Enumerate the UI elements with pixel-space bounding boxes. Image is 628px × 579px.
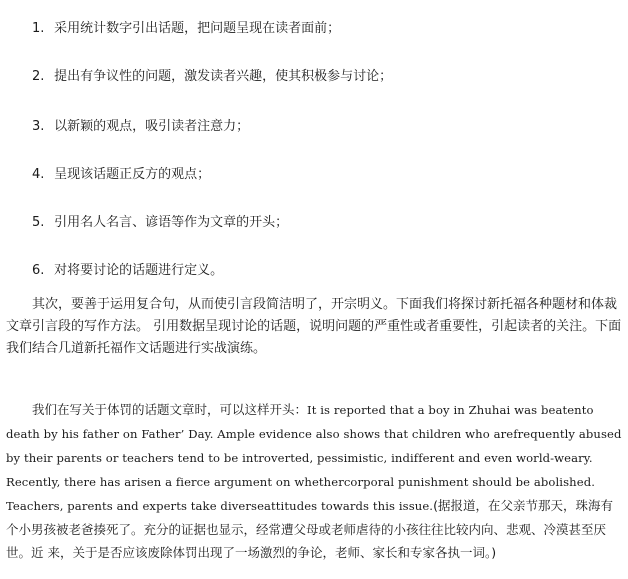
- example-paragraph: [6, 398, 624, 564]
- list-number: 4.: [32, 167, 45, 182]
- list-text: 对将要讨论的话题进行定义。: [54, 263, 224, 278]
- list-text: 引用名人名言、谚语等作为文章的开头；: [54, 215, 289, 230]
- list-number: 5.: [32, 215, 45, 230]
- example-english: It is reported that a boy in Zhuhai was beatento death by his father on Father’ Day. Ample evidence also shows that children who arefrequently abused by their parents or teachers tend to be introverted, pessimistic, indifferent and even world-weary. Recently, there has arisen a fierce argument on whethercorporal punishment should be abolished. Teachers, parents and experts take diverseattitudes towards this issue.: [6, 403, 622, 513]
- list-text: 提出有争议性的问题，激发读者兴趣，使其积极参与讨论；: [54, 69, 393, 84]
- list-item: [32, 214, 288, 232]
- example-lead: 我们在写关于体罚的话题文章时，可以这样开头：: [32, 402, 308, 417]
- list-number: 2.: [32, 69, 45, 84]
- list-number: 6.: [32, 263, 45, 278]
- list-number: 3.: [32, 119, 45, 134]
- list-text: 采用统计数字引出话题，把问题呈现在读者面前；: [54, 21, 341, 36]
- list-item: [32, 68, 392, 86]
- list-number: 1.: [32, 21, 45, 36]
- list-text: 呈现该话题正反方的观点；: [54, 167, 211, 182]
- list-item: [32, 20, 340, 38]
- list-item: [32, 262, 223, 280]
- example-translation: (据报道，在父亲节那天，珠海有个小男孩被老爸揍死了。充分的证据也显示，经常遭父母或老师虐待的小孩往往比较内向、悲观、冷漠甚至厌世。近 来，关于是否应该废除体罚出现了一场激烈的争论，老师、家长和专家各执一词。): [6, 498, 613, 560]
- list-item: [32, 118, 249, 136]
- list-text: 以新颖的观点，吸引读者注意力；: [54, 119, 250, 134]
- intro-paragraph: 其次，要善于运用复合句，从而使引言段简洁明了，开宗明义。下面我们将探讨新托福各种题材和体裁文章引言段的写作方法。 引用数据呈现讨论的话题，说明问题的严重性或者重要性，引起读者的关注。下面我们结合几道新托福作文话题进行实战演练。: [6, 297, 622, 356]
- list-item: [32, 166, 210, 184]
